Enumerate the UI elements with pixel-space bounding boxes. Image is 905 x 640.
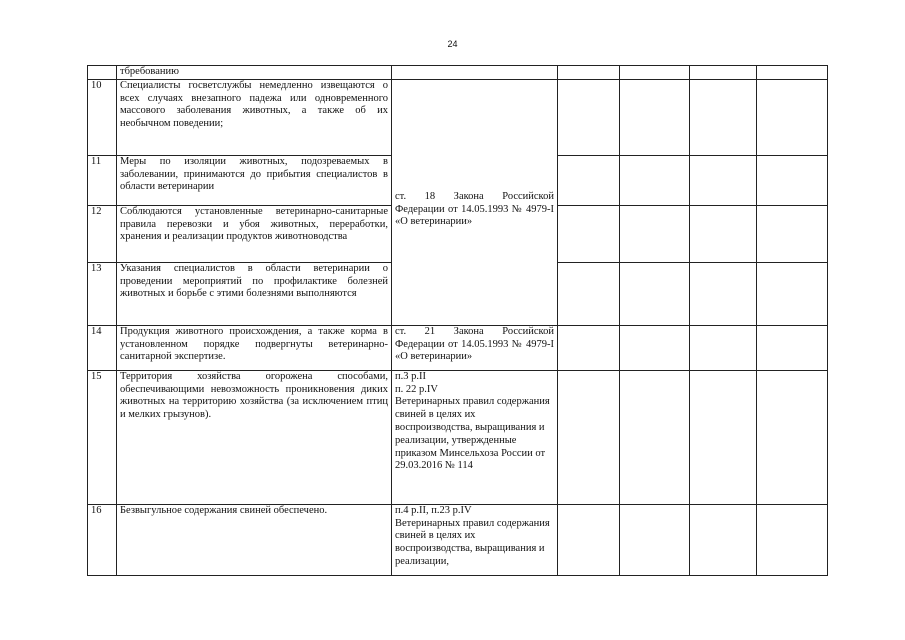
reference-text: Ветеринарных правил содержания свиней в целях их воспроизводства, выращивания и реализации, утвержденные приказом Минсельхоза России от 29.03.2016 № 114 bbox=[395, 396, 550, 472]
row-number: 14 bbox=[88, 325, 117, 370]
table-row bbox=[88, 325, 828, 370]
page-number: 24 bbox=[447, 39, 458, 49]
answer-cell bbox=[690, 370, 757, 504]
requirement-cell: тбребованию bbox=[117, 66, 392, 80]
requirement-cell: Специалисты госветслужбы немедленно извещаются о всех случаях внезапного падежа или одновременного массового заболевания животных, а также об их необычном поведении; bbox=[117, 79, 392, 155]
row-number: 12 bbox=[88, 205, 117, 262]
answer-cell bbox=[620, 79, 690, 155]
answer-cell bbox=[558, 504, 620, 575]
answer-cell bbox=[690, 325, 757, 370]
answer-cell bbox=[690, 205, 757, 262]
answer-cell bbox=[757, 504, 828, 575]
table-row bbox=[88, 504, 828, 575]
checklist-table bbox=[87, 65, 828, 576]
row-number: 10 bbox=[88, 79, 117, 155]
reference-line: п.4 р.II, п.23 р.IV bbox=[395, 504, 472, 516]
answer-cell bbox=[620, 370, 690, 504]
requirement-cell: Указания специалистов в области ветеринарии о проведении мероприятий по профилактике болезней животных и борьбе с этими болезнями выполняются bbox=[117, 262, 392, 325]
answer-cell bbox=[690, 504, 757, 575]
answer-cell bbox=[620, 504, 690, 575]
answer-cell bbox=[757, 262, 828, 325]
reference-line: п.3 р.II bbox=[395, 370, 426, 382]
requirement-cell: Безвыгульное содержания свиней обеспечено. bbox=[117, 504, 392, 575]
requirement-cell: Меры по изоляции животных, подозреваемых в заболевании, принимаются до прибытия специалистов в области ветеринарии bbox=[117, 155, 392, 205]
answer-cell bbox=[620, 205, 690, 262]
row-number: 16 bbox=[88, 504, 117, 575]
answer-cell bbox=[620, 66, 690, 80]
reference-text: ст. 18 Закона Российской Федерации от 14.05.1993 № 4979-I «О ветеринарии» bbox=[395, 190, 554, 228]
reference-cell-merged bbox=[392, 79, 558, 325]
answer-cell bbox=[558, 79, 620, 155]
answer-cell bbox=[620, 325, 690, 370]
requirement-cell: Соблюдаются установленные ветеринарно-санитарные правила перевозки и убоя животных, переработки, хранения и реализации продуктов животноводства bbox=[117, 205, 392, 262]
row-number: 13 bbox=[88, 262, 117, 325]
answer-cell bbox=[757, 370, 828, 504]
reference-cell bbox=[392, 504, 558, 575]
table-row bbox=[88, 79, 828, 155]
answer-cell bbox=[757, 79, 828, 155]
answer-cell bbox=[558, 66, 620, 80]
answer-cell bbox=[620, 262, 690, 325]
reference-cell bbox=[392, 66, 558, 80]
answer-cell bbox=[690, 66, 757, 80]
answer-cell bbox=[558, 155, 620, 205]
answer-cell bbox=[757, 325, 828, 370]
requirement-cell: Продукция животного происхождения, а также корма в установленном порядке подвергнуты ветеринарно-санитарной экспертизе. bbox=[117, 325, 392, 370]
answer-cell bbox=[558, 325, 620, 370]
row-number: 11 bbox=[88, 155, 117, 205]
table-row bbox=[88, 66, 828, 80]
answer-cell bbox=[690, 79, 757, 155]
requirement-cell: Территория хозяйства огорожена способами, обеспечивающими невозможность проникновения диких животных на территорию хозяйства (за исключением птиц и мелких грызунов). bbox=[117, 370, 392, 504]
answer-cell bbox=[558, 370, 620, 504]
row-number: 15 bbox=[88, 370, 117, 504]
answer-cell bbox=[690, 155, 757, 205]
reference-line: п. 22 р.IV bbox=[395, 383, 438, 395]
answer-cell bbox=[620, 155, 690, 205]
answer-cell bbox=[757, 155, 828, 205]
answer-cell bbox=[558, 262, 620, 325]
reference-text: Ветеринарных правил содержания свиней в целях их воспроизводства, выращивания и реализации, bbox=[395, 517, 550, 567]
answer-cell bbox=[757, 205, 828, 262]
reference-cell bbox=[392, 370, 558, 504]
answer-cell bbox=[558, 205, 620, 262]
answer-cell bbox=[757, 66, 828, 80]
reference-cell: ст. 21 Закона Российской Федерации от 14.05.1993 № 4979-I «О ветеринарии» bbox=[392, 325, 558, 370]
table-row bbox=[88, 370, 828, 504]
answer-cell bbox=[690, 262, 757, 325]
row-number bbox=[88, 66, 117, 80]
